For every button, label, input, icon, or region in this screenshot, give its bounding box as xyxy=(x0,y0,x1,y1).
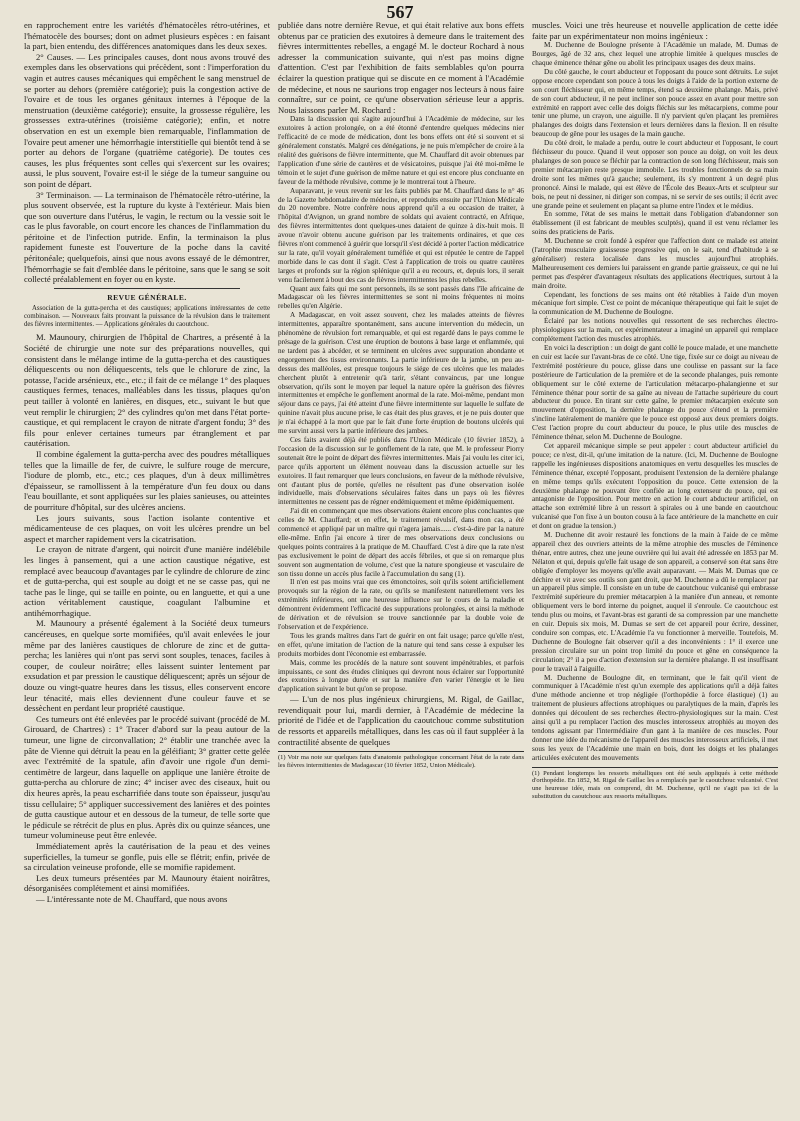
paragraph: Du côté gauche, le court abducteur et l'opposant du pouce sont détruits. Le sujet oppose encore cependant son pouce à tous les doigts à l'aide de la portion externe de son court fléchisseur qui, en même temps, étend sa deuxième phalange. Mais, privé de son court abducteur, il ne peut incliner son pouce assez en avant pour mettre son extrémité en rapport avec celle des doigts fléchis sur les métacarpiens, comme pour tenir une plume, un crayon, une aiguille. Il n'y parvient qu'en plaçant les premières phalanges des doigts dans l'extension et leurs dernières dans la flexion. Il en résulte beaucoup de gêne pour les usages de la main gauche. xyxy=(532,67,778,139)
paragraph: Immédiatement après la cautérisation de la peau et des veines superficielles, la tumeur se gonfle, puis elle se flétrit; enfin, privée de sa circulation veineuse profonde, elle se momifie rapidement. xyxy=(24,840,270,873)
paragraph: Éclairé par les notions nouvelles qui ressortent de ses recherches électro-physiologiques sur la main, cet expérimentateur a imaginé un appareil qui remplace complétement l'action des muscles atrophiés. xyxy=(532,317,778,344)
paragraph: Les jours suivants, sous l'action isolante contentive et médicamenteuse de ces plaques, on voit les ulcères prendre un bel aspect et marcher rapidement vers la cicatrisation. xyxy=(24,512,270,544)
paragraph: M. Duchenne dit avoir restauré les fonctions de la main à l'aide de ce même appareil chez des ouvriers atteints de la même atrophie des muscles de l'éminence thénar, entre autres, chez une jeune ouvrière qui lui avait été adressée en 1853 par M. Nélaton et qui, depuis qu'elle fait usage de son appareil, a conservé son état sans être obligée d'employer les moyens qu'elle avait auparavant. — Mais M. Dumas que ce déchire et vit avec ses outils son gant droit, que M. Duchenne a dû le remplacer par un appareil plus simple. Il consiste en un tube de caoutchouc vulcanisé qui embrasse l'extrémité supérieure du premier métacarpien à la manière d'un anneau, et remonte obliquement vers le bord interne du poignet, auquel il s'enroule. Ce caoutchouc est tendu plus ou moins, et l'avant-bras est garanti de sa compression par une manchette en cuir. Depuis six mois, M. Dumas se sert de cet appareil pour écrire, dessiner, conduire son compas, etc. L'Académie l'a vu fonctionner à merveille. Toutefois, M. Duchenne de Boulogne fait observer qu'il a des inconvénients : 1° il exerce une pression circulaire sur un point trop limité du pouce et gêne en conséquence la circulation; 2° il a peu d'action d'extension sur la dernière phalange. Il est insuffisant pour le travail à l'aiguille. xyxy=(532,531,778,673)
page-number: 567 xyxy=(386,2,414,22)
footnote: (1) Voir ma note sur quelques faits d'anatomie pathologique concernant l'état de la rate dans les fièvres intermittentes de Madagascar (10 février 1852, Union Médicale). xyxy=(278,751,524,770)
section-heading: REVUE GÉNÉRALE. xyxy=(107,292,187,302)
paragraph: Du côté droit, le malade a perdu, outre le court abducteur et l'opposant, le court fléchisseur du pouce. Quand il veut opposer son pouce au doigt, on voit les deux phalanges de son pouce se fléchir par la contraction de son long fléchisseur, mais son premier métacarpien reste presque immobile. Les troubles fonctionnels de sa main droite sont les mêmes qu'à gauche; seulement, ils s'y montrent à un degré plus prononcé. Ainsi le malade, qui est élève de l'École des Beaux-Arts et sculpteur sur bois, ne peut ni dessiner, ni diriger son compas, ni se servir de ses outils; il écrit avec une grande peine et seulement en plaçant sa plume entre l'index et le médius. xyxy=(532,139,778,210)
paragraph: Il combine également la gutta-percha avec des poudres métalliques telles que la limaille de fer, de cuivre, le sulfure rouge de mercure, l'iodure de plomb, etc., etc.; ces plaques, d'un à deux millimètres d'épaisseur, se ramollissent à la température d'un feu doux ou dans l'eau bouillante, et sont appliquées sur les plaies sanieuses, ou atteintes de pourriture d'hôpital, sur des ulcères anciens. xyxy=(24,448,270,512)
column-1 xyxy=(24,20,270,1116)
paragraph: M. Duchenne se croit fondé à espérer que l'affection dont ce malade est atteint (l'atrophie musculaire graisseuse progressive qui, on le sait, tend d'habitude à se généraliser) restera localisée dans les muscles aujourd'hui atrophiés. Malheureusement ces derniers lui paraissent en grande partie graisseux, ce qui ne lui permet pas d'espérer d'avantageux résultats des applications électriques, surtout à la main droite. xyxy=(532,237,778,290)
paragraph: Auparavant, je veux revenir sur les faits publiés par M. Chauffard dans le n° 46 de la Gazette hebdomadaire de médecine, et reproduits ensuite par l'Union Médicale du 20 novembre. Notre confrère nous apprend qu'il a eu occasion de traiter, à l'hôpital d'Avignon, un grand nombre de soldats qui avaient contracté, en Afrique, des fièvres intermittentes dont quelques-unes dataient de quinze à dix-huit mois. Il avoue n'avoir obtenu aucune guérison par les traitements ordinaires, et que ces fièvres n'ont commencé à guérir que lorsqu'il s'est décidé à porter l'action médicatrice sur la rate, qu'il voyait généralement tuméfiée et qui est réputée le centre de l'appel morbide dans le cas dont il s'agit. C'est à l'application de trois ou quatre cautères larges et profonds sur la région splénique qu'il a eu recours, et, depuis lors, il serait venu facilement à bout des cas de fièvres intermittentes les plus rebelles. xyxy=(278,186,524,284)
paragraph: M. Maunoury, chirurgien de l'hôpital de Chartres, a présenté à la Société de chirurgie une note sur des préparations nouvelles, qui consistent dans le mélange intime de la gutta-percha et des caustiques déliquescents ou non déliquescents, tels que le chlorure de zinc, la potasse, l'acide arsénieux, etc., etc.; il fait de ce mélange 1° des plaques caustiques fermes, tenaces, malléables dans les tissus, plaques qu'on peut tailler à volonté en lanières, en disques, etc., suivant le but que veut remplir le chirurgien; 2° des cylindres qu'on met dans l'état porte-caustique, et qui remplacent le crayon de nitrate d'argent fondu; 3° des fils pour enlever certaines tumeurs par étranglement et par cautérisation. xyxy=(24,332,270,449)
paragraph: Mais, comme les procédés de la nature sont souvent impénétrables, et parfois impuissants, ce sont des études cliniques qui devront nous éclairer sur l'opportunité des exutoires à longue durée et sur la manière d'en varier l'énergie et le lieu d'application suivant le but qu'on se propose. xyxy=(278,658,524,694)
paragraph: M. Maunoury a présenté également à la Société deux tumeurs cancéreuses, en quelque sorte momifiées, qu'il avait enlevées le jour même par des lanières caustiques de chlorure de zinc et de gutta-percha; les lanières qui n'ont pas servi sont souples, tenaces, faciles à couper, de couleur noirâtre; elles laissent suinter lentement par exsudation et par pression le caustique déliquescent; après un séjour de douze ou vingt-quatre heures dans les tissus, elles conservent encore leur ténacité, mais elles deviennent d'une couleur fauve et se dessèchent en perdant leur propriété caustique. xyxy=(24,618,270,714)
paragraph: — L'intéressante note de M. Chauffard, que nous avons xyxy=(36,893,228,904)
paragraph: 3° Terminaison. — La terminaison de l'hématocèle rétro-utérine, la plus souvent observée, est la rupture du kyste à l'extérieur. Mais bien que son ouverture dans l'utérus, le vagin, le rectum ou la vessie soit le cas le plus favorable, on court encore les chances de l'inflammation du péritoine et de l'infection putride. Enfin, la terminaison la plus rapidement funeste est l'ouverture de la poche dans la cavité péritonéale; quelquefois, ainsi que nous avons essayé de le démontrer, l'hémorrhagie se fait d'emblée dans le péritoine, sans que le sang se soit collecté préalablement en foyer ou en kyste. xyxy=(24,189,270,285)
divider xyxy=(54,288,240,289)
paragraph: En voici la description : un doigt de gant collé le pouce malade, et une manchette en cuir est lacée sur l'avant-bras de ce côté. Une tige, fixée sur ce doigt au niveau de l'extrémité postérieure du pouce, glisse dans une coulisse en passant sur la face postérieure de l'articulation de la première et de la seconde phalanges, puis remonte obliquement sur le côté externe de l'articulation métacarpo-phalangienne et sur l'éminence thénar pour sortir de sa gaîne au niveau de l'attache supérieure du court abducteur du pouce. En tirant sur cette gaîne, le premier métacarpien exécute son mouvement d'opposition, la dernière phalange du pouce s'étend et la première s'incline latéralement de manière que le pouce est opposé aux deux premiers doigts. C'est l'action propre du court abducteur du pouce, le plus utile des muscles de l'éminence thénar, selon M. Duchenne de Boulogne. xyxy=(532,344,778,442)
paragraph: publiée dans notre dernière Revue, et qui était relative aux bons effets obtenus par ce praticien des exutoires à demeure dans le traitement des fièvres intermittentes rebelles, a engagé M. le docteur Rochard à nous adresser la communication suivante, qui n'est pas moins digne d'attention. C'est par l'exhibition de faits semblables qu'on pourra éclairer la question pratique qui se discute en ce moment à l'Académie de médecine, et nous ne saurions trop engager nos lecteurs à nous faire connaître, sur ce point, ce qu'une observation sérieuse leur a appris. Nous laissons parler M. Rochard : xyxy=(278,20,524,115)
paragraph: en rapprochement entre les variétés d'hématocèles rétro-utérines, et l'hématocèle des bourses; dont on admet plusieurs espèces : en faisant la part, bien entendu, des différences anatomiques dans les deux sexes. xyxy=(24,20,270,52)
section-summary: Association de la gutta-percha et des caustiques; applications intéressantes de cette combinaison. — Nouveaux faits prouvant la puissance de la révulsion dans le traitement des fièvres intermittentes. — Applications générales du caoutchouc. xyxy=(24,305,270,329)
paragraph: Ces tumeurs ont été enlevées par le procédé suivant (procédé de M. Girouard, de Chartres) : 1° Tracer d'abord sur la peau autour de la tumeur, une ligne de circonvallation; 2° établir une tranchée avec la pâte de Vienne qui détruit la peau en la géléifiant; 3° gratter cette gelée avec l'extrémité de la spatule, afin d'avoir une rigole d'un demi-centimètre de largeur, dans laquelle on applique une lanière étroite de gutta-percha au chlorure de zinc; 4° inciser avec des ciseaux, huit ou dix heures après, la peau escharrifiée dans toute son épaisseur, jusqu'au tissu cellulaire; 5° appliquer successivement des lanières et des pointes de gutta caustique autour et en dessous de la tumeur, de telle sorte que le pédicule se rétrécit de plus en plus. Après dix ou quinze séances, une tumeur volumineuse peut être enlevée. xyxy=(24,713,270,841)
paragraph: Il n'en est pas moins vrai que ces émonctoires, soit qu'ils soient artificiellement provoqués sur la région de la rate, ou qu'ils se manifestent naturellement vers les extrémités inférieures, ont une heureuse influence sur le cours de la maladie et démontrent évidemment l'efficacité des suppurations prolongées, et ainsi la méthode de dérivation et de révulsion se trouve sanctionnée par la double voie de l'observation et de l'expérience. xyxy=(278,578,524,631)
column-2 xyxy=(278,20,524,1116)
column-3 xyxy=(532,20,778,1116)
paragraph: En somme, l'état de ses mains le mettait dans l'obligation d'abandonner son établissement (il est fabricant de meubles sculptés), quand il est venu réclamer les soins des praticiens de Paris. xyxy=(532,210,778,237)
columns xyxy=(24,20,780,1116)
paragraph: M. Duchenne de Boulogne dit, en terminant, que le fait qu'il vient de communiquer à l'Académie n'est qu'un exemple des applications qu'il a déjà faites d'une méthode ancienne et trop négligée (l'orthopédie à force élastique) (1) au traitement de plusieurs affections atrophiques ou paralytiques de la main, d'après les données qui découlent de ses recherches électro-physiologiques sur la main. C'est ainsi qu'il a pu remplacer l'action des muscles interosseux atrophiés au moyen des tendons agissant par l'intermédiaire d'un gant à la manière de ces muscles. Pour donner une idée du mécanisme de l'appareil des muscles interosseux artificiels, il met sous les yeux de l'Académie une main en bois, dont les doigts et les phalanges articulées exécutent des mouvements xyxy=(532,673,778,762)
paragraph: Cependant, les fonctions de ses mains ont été rétablies à l'aide d'un moyen mécanique fort simple. C'est ce point de mécanique thérapeutique qui fait le sujet de la communication de M. Duchenne de Boulogne. xyxy=(532,290,778,317)
paragraph: 2° Causes. — Les principales causes, dont nous avons trouvé des exemples dans les observations qui précèdent, sont : l'imperforation du vagin et autres causes mécaniques qui empêchent le sang menstruel de se porter au dehors (première catégorie); puis la congestion active de l'ovaire et de tous les organes génitaux internes à l'époque de la menstruation (deuxième catégorie); ensuite, la grossesse régulière, les grossesses extra-utérines (troisième catégorie); enfin, et notre observation en est un exemple bien remarquable, l'inflammation de l'ovaire peut amener une hémorrhagie interstitielle qui bientôt tend à se porter au dehors de l'organe (quatrième catégorie). De toutes ces causes, les plus fréquentes sont celles qui s'exercent sur les ovaires; aussi, le plus souvent, l'ovaire est-il le siége de la tumeur sanguine ou son point de départ. xyxy=(24,51,270,189)
paragraph: A Madagascar, en voit assez souvent, chez les malades atteints de fièvres intermittentes, apparaître spontanément, sans aucune intervention du médecin, un phénomène de révulsion fort remarquable, et qui est regardé dans le pays comme le présage de la guérison. C'est une éruption de boutons à base large et enflammée, qui ne tardent pas à abcéder, et se terminent en ulcères avec suppuration abondante et engorgement des tissus environnants. La partie inférieure de la jambe, un peu au-dessus des malléoles, est presque toujours le siége de ces ulcères que les malades cherchent plutôt à entretenir qu'à tarir, s'étant convaincus, par une longue observation, qu'ils sont le moyen par lequel la nature opère la guérison des fièvres intermittentes et empêche le gonflement anormal de la rate. Moi-même, pendant mon séjour dans ce pays, j'ai été atteint d'une fièvre intermittente sur laquelle le sulfate de quinine n'avait plus aucune prise, le cas était des plus graves, et je ne puis douter que je n'ai échappé à la mort que par le fait d'une forte éruption de boutons ulcérés qui me survint aussi vers la partie inférieure des jambes. xyxy=(278,311,524,436)
paragraph: Quant aux faits qui me sont personnels, ils se sont passés dans l'île africaine de Madagascar où les fièvres intermittentes se sont ni moins fréquentes ni moins rebelles qu'en Algérie. xyxy=(278,284,524,311)
paragraph: J'ai dit en commençant que mes observations étaient encore plus concluantes que celles de M. Chauffard; et en effet, le traitement révulsif, dans mon cas, a été commencé et appliqué par un maître qui n'agera jamais...... c'est-à-dire par la nature elle-même. Enfin j'ai encore à tirer de mes observations deux conclusions ou quelques points contraires à la pratique de M. Chauffard. C'est à dire que la rate n'est pas exclusivement le point de départ des accès fébriles, et que si on remarque plus souvent son augmentation de volume, c'est que la nature spongieuse et vasculaire de son tissu donne un accès plus facile à l'accumulation du sang (1). xyxy=(278,507,524,578)
paragraph: — L'un de nos plus ingénieux chirurgiens, M. Rigal, de Gaillac, revendiquait pour lui, mardi dernier, à l'Académie de médecine la priorité de l'idée et de l'application du caoutchouc comme substitution de ressorts et appareils métalliques, dans les cas où il faut suppléer à la contractilité absente de quelques xyxy=(278,694,524,747)
paragraph: M. Duchenne de Boulogne présente à l'Académie un malade, M. Dumas de Bourges, âgé de 32 ans, chez lequel une atrophie limitée à quelques muscles de chaque éminence thénar gêne ou abolit les principaux usages des deux mains. xyxy=(532,41,778,67)
paragraph: Tous les grands maîtres dans l'art de guérir en ont fait usage; parce qu'elle n'est, en effet, qu'une imitation de l'action de la nature qui tend sans cesse à expulser les produits morbides dont l'économie est embarrassée. xyxy=(278,631,524,658)
paragraph: Le crayon de nitrate d'argent, qui noircit d'une manière indélébile les linges à pansement, qui a une action caustique négative, est remplacé avec beaucoup d'avantages par le cylindre de chlorure de zinc et de gutta-percha, qui est souple au doigt et ne se casse pas, qui ne tache pas le linge, qui se taille en pointe, ou en languette, et qui a une action véritablement caustique, coagulant l'albumine et antihémorrhagique. xyxy=(24,544,270,618)
footnote: (1) Pendant longtemps les ressorts métalliques ont été seuls appliqués à cette méthode d'orthopédie. En 1852, M. Rigal de Gaillac les a remplacés par le caoutchouc vulcanisé. C'est une heureuse idée, mais on comprend, dit M. Duchenne, qu'il ne s'agit pas ici de la substitution du caoutchouc aux ressorts métalliques. xyxy=(532,767,778,801)
paragraph: Cet appareil mécanique simple se peut appeler : court abducteur artificiel du pouce; ce n'est, dit-il, qu'une imitation de la nature. (Ici, M. Duchenne de Boulogne rappelle les ingénieuses dispositions anatomiques en vertu desquelles les muscles de l'éminence thénar, excepté l'opposant, produisent l'extension de la dernière phalange en même temps qu'ils exécutent l'opposition du pouce. Cette extension de la deuxième phalange ne pouvant être confiée au long extenseur du pouce, qui est antagoniste de l'opposition. Pour mettre en action le court abducteur artificiel, on attache son extrémité libre à un ressort à spirales ou à une bande en caoutchouc vulcanisé que l'on fixe à un bouton cousu à la face antérieure de la manchette en cuir et dont on gradue la tension.) xyxy=(532,441,778,531)
paragraph: Ces faits avaient déjà été publiés dans l'Union Médicale (10 février 1852), à l'occasion de la discussion sur le gonflement de la rate, que M. le professeur Piorry soutenait être le point de départ des fièvres intermittentes. Mais j'ai voulu les citer ici, parce qu'ils apportent un élément nouveau dans la discussion actuelle sur les exutoires. Il faut remarquer que leurs conclusions, en faveur de la méthode révulsive, ont d'autant plus de portée, qu'elles ne résultent pas d'une observation isolée individuelle, mais d'observations séculaires faites dans un pays où les fièvres intermittentes ne cessent pas de régner endémiquement et même épidémiquement. xyxy=(278,435,524,507)
quoted-report xyxy=(532,41,778,762)
paragraph: Les deux tumeurs présentées par M. Maunoury étaient noirâtres, désorganisées complétement et ainsi momifiées. xyxy=(24,872,270,894)
paragraph: muscles. Voici une très heureuse et nouvelle application de cette idée faite par un expérimentateur non moins ingénieux : xyxy=(532,20,778,41)
paragraph: Dans la discussion qui s'agite aujourd'hui à l'Académie de médecine, sur les exutoires à action prolongée, on a été étonné d'entendre quelques médecins nier l'efficacité de ce mode de médication, dont les bons effets ont été si souvent et si généralement constatés. Malgré ces dénégations, je ne puis m'empêcher de croire à la réalité des guérisons de fièvre intermittente, que M. Chauffard dit avoir obtenues par l'application d'une série de cautères et de vésicatoires, puisque j'ai été moi-même le témoin et le sujet d'une guérison de même nature et qui est encore plus concluante en faveur de la méthode révulsive, comme je le montrerai tout à l'heure. xyxy=(278,115,524,186)
quoted-letter xyxy=(278,115,524,694)
